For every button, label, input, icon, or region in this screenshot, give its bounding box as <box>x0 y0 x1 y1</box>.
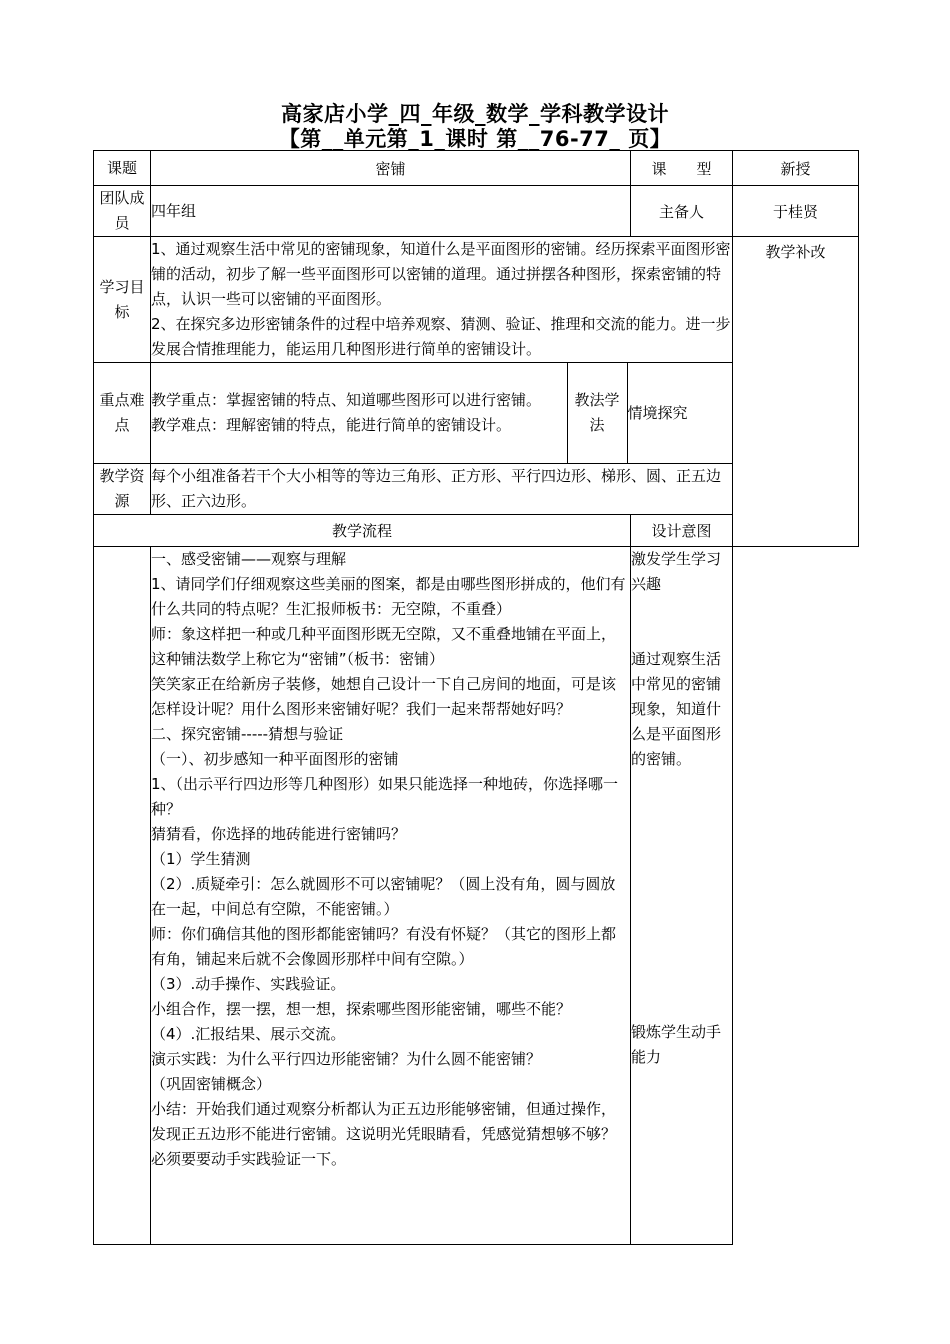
goal-1: 1、通过观察生活中常见的密铺现象，知道什么是平面图形的密铺。经历探索平面图形密铺的活动，初步了解一些平面图形可以密铺的道理。通过拼摆各种图形，探索密铺的特点，认识一些可以密铺的平面图形。 <box>151 240 731 308</box>
teaching-focus: 教学重点：掌握密铺的特点、知道哪些图形可以进行密铺。 <box>151 391 542 409</box>
flow-line: （3）.动手操作、实践验证。 <box>151 975 346 993</box>
lead-preparer-label: 主备人 <box>631 186 733 237</box>
flow-line: 笑笑家正在给新房子装修，她想自己设计一下自己房间的地面，可是该怎样设计呢？用什么图形来密铺好呢？我们一起来帮帮她好吗？ <box>151 675 617 718</box>
flow-line: 1、（出示平行四边形等几种图形）如果只能选择一种地砖，你选择哪一种？ <box>151 775 619 818</box>
team-row <box>94 186 859 237</box>
teaching-difficulty: 教学难点：理解密铺的特点，能进行简单的密铺设计。 <box>151 416 512 434</box>
goal-2: 2、在探究多边形密铺条件的过程中培养观察、猜测、验证、推理和交流的能力。进一步发展合情推理能力，能运用几种图形进行简单的密铺设计。 <box>151 315 731 358</box>
topic-value: 密铺 <box>151 151 631 186</box>
flow-content <box>151 547 631 1245</box>
flow-left-margin <box>94 547 151 1245</box>
flow-line: （4）.汇报结果、展示交流。 <box>151 1025 346 1043</box>
intent-header-label: 设计意图 <box>631 515 733 547</box>
key-points-content <box>151 363 567 463</box>
lesson-reference: 【第__单元第_1_课时 第__76-77_ 页】 <box>278 127 672 151</box>
revision-column <box>733 237 859 547</box>
goals-content <box>151 237 733 363</box>
flow-line: 师：你们确信其他的图形都能密铺吗？有没有怀疑？（其它的图形上都有角，铺起来后就不会像圆形那样中间有空隙。） <box>151 925 617 968</box>
team-label: 团队成员 <box>94 186 151 237</box>
lesson-type-value: 新授 <box>733 151 859 186</box>
flow-line: 二、探究密铺-----猜想与验证 <box>151 725 344 743</box>
method-value: 情境探究 <box>627 403 688 422</box>
lesson-type-label: 课 型 <box>631 151 733 186</box>
method-label: 教法学法 <box>567 363 627 463</box>
goals-label: 学习目标 <box>94 237 151 363</box>
flow-line: （1）学生猜测 <box>151 850 251 868</box>
key-points-label: 重点难点 <box>94 363 151 464</box>
intent-note: 通过观察生活中常见的密铺现象，知道什么是平面图形的密铺。 <box>631 650 722 768</box>
intent-note: 激发学生学习兴趣 <box>631 550 722 593</box>
flow-header-label: 教学流程 <box>94 515 631 547</box>
flow-line: 一、感受密铺——观察与理解 <box>151 550 347 568</box>
goals-row <box>94 237 859 363</box>
topic-label: 课题 <box>94 151 151 186</box>
flow-line: 演示实践：为什么平行四边形能密铺？为什么圆不能密铺？ <box>151 1050 542 1068</box>
flow-body-row <box>94 547 859 1245</box>
intent-content <box>631 547 733 1245</box>
flow-line: （一）、初步感知一种平面图形的密铺 <box>151 750 399 768</box>
team-value: 四年组 <box>151 186 631 237</box>
key-points-inner <box>151 363 732 463</box>
flow-line: 师：象这样把一种或几种平面图形既无空隙，又不重叠地铺在平面上，这种铺法数学上称它为“密铺”（板书：密铺） <box>151 625 617 668</box>
intent-note: 锻炼学生动手能力 <box>631 1023 722 1066</box>
lesson-plan-table <box>93 150 859 1245</box>
revision-label: 教学补改 <box>765 243 826 261</box>
flow-line: （巩固密铺概念） <box>151 1075 272 1093</box>
resources-label: 教学资源 <box>94 464 151 515</box>
resources-value: 每个小组准备若干个大小相等的等边三角形、正方形、平行四边形、梯形、圆、正五边形、正六边形。 <box>151 464 733 515</box>
flow-line: 小结：开始我们通过观察分析都认为正五边形能够密铺，但通过操作，发现正五边形不能进行密铺。这说明光凭眼睛看，凭感觉猜想够不够？必须要要动手实践验证一下。 <box>151 1100 617 1168</box>
lead-preparer-value: 于桂贤 <box>733 186 859 237</box>
document-title: 高家店小学_四_年级_数学_学科教学设计 <box>281 102 669 126</box>
flow-line: （2）.质疑牵引：怎么就圆形不可以密铺呢？（圆上没有角，圆与圆放在一起，中间总有空隙，不能密铺。） <box>151 875 616 918</box>
flow-line: 1、请同学们仔细观察这些美丽的图案，都是由哪些图形拼成的，他们有什么共同的特点呢？生汇报师板书：无空隙，不重叠） <box>151 575 626 618</box>
topic-row <box>94 151 859 186</box>
flow-line: 小组合作，摆一摆，想一想，探索哪些图形能密铺，哪些不能？ <box>151 1000 572 1018</box>
flow-line: 猜猜看，你选择的地砖能进行密铺吗？ <box>151 825 407 843</box>
